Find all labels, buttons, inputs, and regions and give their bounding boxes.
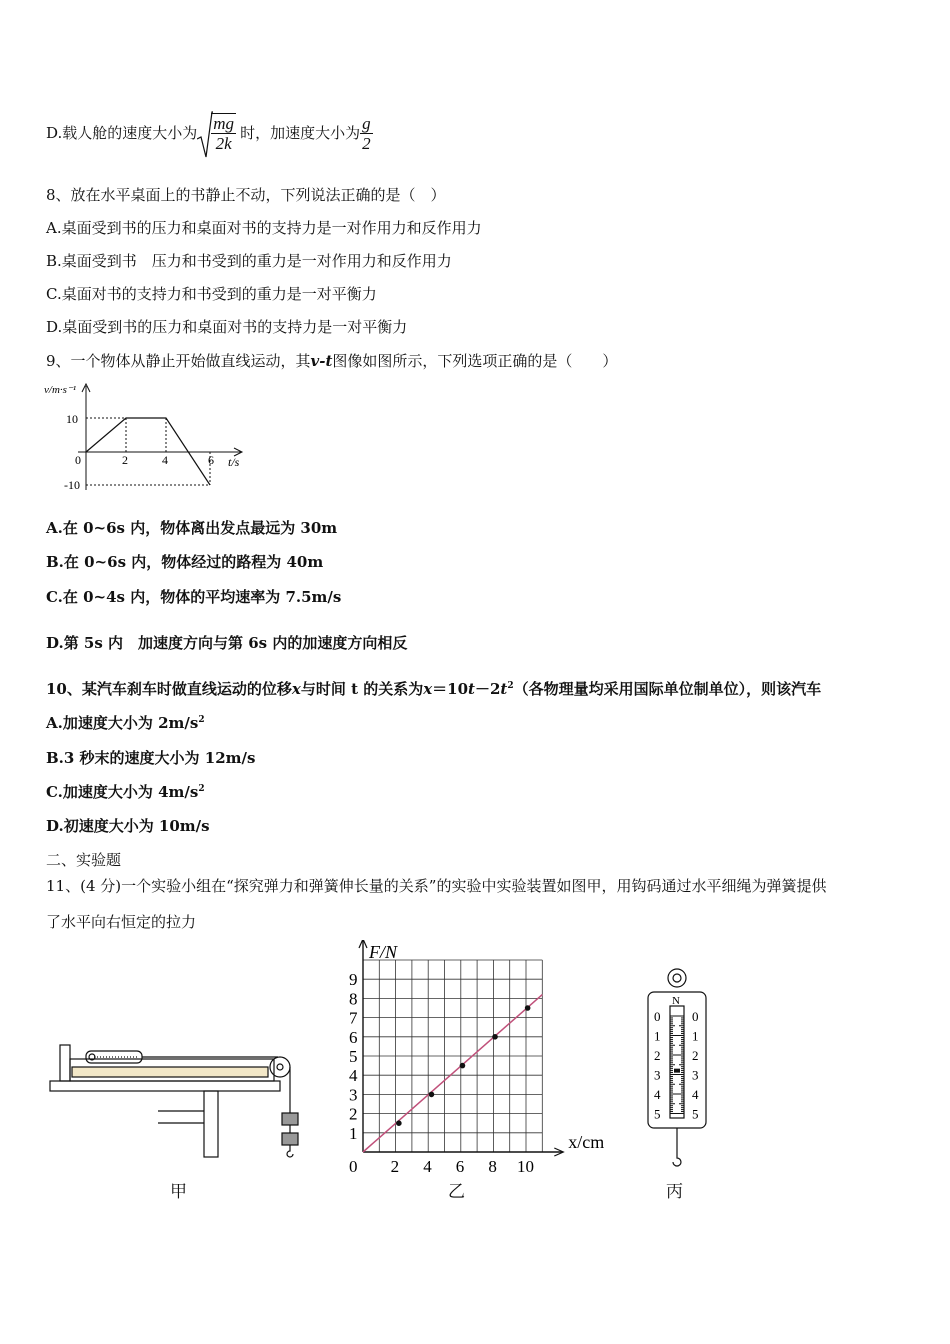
caption-jia: 甲 [170, 1182, 187, 1202]
q9-stem-a: 9、一个物体从静止开始做直线运动，其 [46, 352, 311, 370]
q10-eq-x: x [423, 680, 433, 698]
y-tick-label: 2 [349, 1104, 358, 1124]
y-tick-label: 6 [349, 1027, 358, 1047]
q10-option-d: D.初速度大小为 10m/s [46, 817, 210, 835]
q7-option-d [46, 108, 373, 158]
x-tick-label: 2 [390, 1157, 400, 1176]
x-tick-label: 0 [349, 1157, 358, 1176]
scale-tick-label: 1 [692, 1028, 699, 1044]
vt-ytick-neg10: -10 [64, 478, 80, 492]
weight-1 [282, 1113, 298, 1125]
table-top [50, 1081, 280, 1091]
spring-scale-figure [640, 966, 716, 1176]
fx-chart [340, 940, 620, 1180]
scale-tick-label: 0 [654, 1009, 661, 1024]
x-tick-label: 8 [488, 1157, 497, 1176]
q10-opt-a-sup: 2 [198, 715, 205, 725]
q9-option-b: B.在 0~6s 内，物体经过的路程为 40m [46, 553, 324, 571]
q7d-text2: 时，加速度大小为 [240, 124, 361, 142]
data-point [396, 1120, 402, 1126]
q10-opt-a-text: A.加速度大小为 2m/s [46, 714, 199, 732]
y-tick-label: 9 [349, 970, 358, 990]
scale-ring [668, 969, 686, 987]
scale-tick-label: 2 [654, 1048, 661, 1063]
vt-xtick-4: 4 [162, 453, 168, 467]
ruler [72, 1067, 268, 1077]
hook [287, 1145, 293, 1157]
data-point [525, 1005, 531, 1011]
scale-hook [673, 1152, 681, 1166]
q10-var-x: x [291, 680, 301, 698]
vt-xlabel: t/s [228, 455, 240, 469]
q9-stem [46, 351, 617, 371]
data-point [492, 1034, 498, 1040]
vt-xtick-2: 2 [122, 453, 128, 467]
vt-graph [42, 378, 262, 498]
caption-bing: 丙 [666, 1182, 683, 1202]
q9-option-d: D.第 5s 内 加速度方向与第 6s 内的加速度方向相反 [46, 634, 408, 652]
y-axis-label: F/N [369, 942, 398, 962]
q8-option-c: C.桌面对书的支持力和书受到的重力是一对平衡力 [46, 285, 377, 303]
q10-eq-t2: t [500, 680, 508, 698]
scale-slot [670, 1006, 684, 1118]
scale-tick-label: 0 [692, 1009, 699, 1024]
q10-eq-minus: －2 [474, 680, 501, 698]
scale-tick-label: 3 [654, 1067, 661, 1083]
scale-tick-label: 2 [692, 1048, 699, 1063]
y-tick-label: 4 [349, 1066, 358, 1086]
q10-stem-b: 与时间 t 的关系为 [300, 680, 424, 698]
vt-ytick-10: 10 [66, 412, 78, 426]
x-axis-label: x/cm [568, 1132, 605, 1152]
sqrt-expression [197, 113, 236, 153]
q9-stem-vt: v-t [310, 352, 333, 370]
x-tick-label: 6 [455, 1157, 465, 1176]
q9-option-c: C.在 0~4s 内，物体的平均速率为 7.5m/s [46, 588, 342, 606]
x-tick-label: 4 [423, 1157, 432, 1176]
q10-opt-c-sup: 2 [198, 784, 205, 794]
q11-stem-line1: 11、(4 分)一个实验小组在“探究弹力和弹簧伸长量的关系”的实验中实验装置如图甲，用钩码通过水平细绳为弹簧提供 [46, 877, 827, 895]
q10-option-c [46, 782, 205, 802]
q10-opt-c-text: C.加速度大小为 4m/s [46, 783, 199, 801]
apparatus-figure [46, 1035, 316, 1165]
data-point [460, 1063, 466, 1069]
y-tick-label: 3 [349, 1085, 358, 1105]
y-tick-label: 1 [349, 1123, 358, 1143]
y-tick-label: 7 [349, 1008, 358, 1028]
q10-stem [46, 679, 821, 699]
fit-line [363, 995, 542, 1152]
data-point [429, 1092, 435, 1098]
scale-unit: N [672, 995, 680, 1007]
q7d-prefix: D. [46, 124, 63, 142]
scale-tick-label: 3 [692, 1067, 699, 1083]
weight-2 [282, 1133, 298, 1145]
sqrt-numerator: mg [213, 114, 235, 133]
scale-tick-label: 5 [692, 1106, 699, 1122]
q7d-text1: 载人舱的速度大小为 [62, 124, 198, 142]
vt-ytick-0: 0 [75, 453, 81, 467]
q8-option-a: A.桌面受到书的压力和桌面对书的支持力是一对作用力和反作用力 [46, 219, 482, 237]
q8-stem: 8、放在水平桌面上的书静止不动，下列说法正确的是（ ） [46, 186, 446, 204]
frac-numerator: g [362, 113, 371, 133]
y-tick-label: 5 [349, 1047, 358, 1066]
q10-option-a [46, 713, 205, 733]
q8-option-b: B.桌面受到书 压力和书受到的重力是一对作用力和反作用力 [46, 252, 452, 270]
q10-eq-t: t [468, 680, 475, 698]
fraction-g-over-2 [360, 114, 373, 153]
q10-option-b: B.3 秒末的速度大小为 12m/s [46, 749, 256, 767]
pulley [270, 1057, 290, 1077]
caption-yi: 乙 [448, 1182, 465, 1202]
radical-sign [197, 111, 213, 159]
q10-stem-c: （各物理量均采用国际单位制单位），则该汽车 [513, 680, 822, 698]
vt-xtick-6: 6 [208, 453, 214, 467]
q10-stem-a: 10、某汽车刹车时做直线运动的位移 [46, 680, 292, 698]
clamp-post [204, 1091, 218, 1157]
q9-option-a: A.在 0~6s 内，物体离出发点最远为 30m [46, 519, 338, 537]
sqrt-denominator: 2k [215, 134, 232, 153]
scale-tick-label: 4 [692, 1087, 699, 1102]
q10-eq: ＝10 [432, 680, 469, 698]
x-tick-label: 10 [517, 1157, 534, 1176]
y-tick-label: 8 [349, 989, 358, 1009]
q10-eq-sup: 2 [507, 681, 514, 691]
frac-denominator: 2 [362, 133, 371, 153]
scale-tick-label: 1 [654, 1028, 661, 1044]
scale-tick-label: 4 [654, 1087, 661, 1102]
section-title: 二、实验题 [46, 851, 122, 869]
q8-option-d: D.桌面受到书的压力和桌面对书的支持力是一对平衡力 [46, 318, 408, 336]
scale-tick-label: 5 [654, 1106, 661, 1122]
end-post [60, 1045, 70, 1081]
vt-ylabel: v/m·s⁻¹ [44, 384, 77, 396]
scale-pointer [674, 1069, 680, 1073]
q11-stem-line2: 了水平向右恒定的拉力 [46, 913, 197, 931]
q9-stem-b: 图像如图所示，下列选项正确的是（ ） [332, 352, 618, 370]
